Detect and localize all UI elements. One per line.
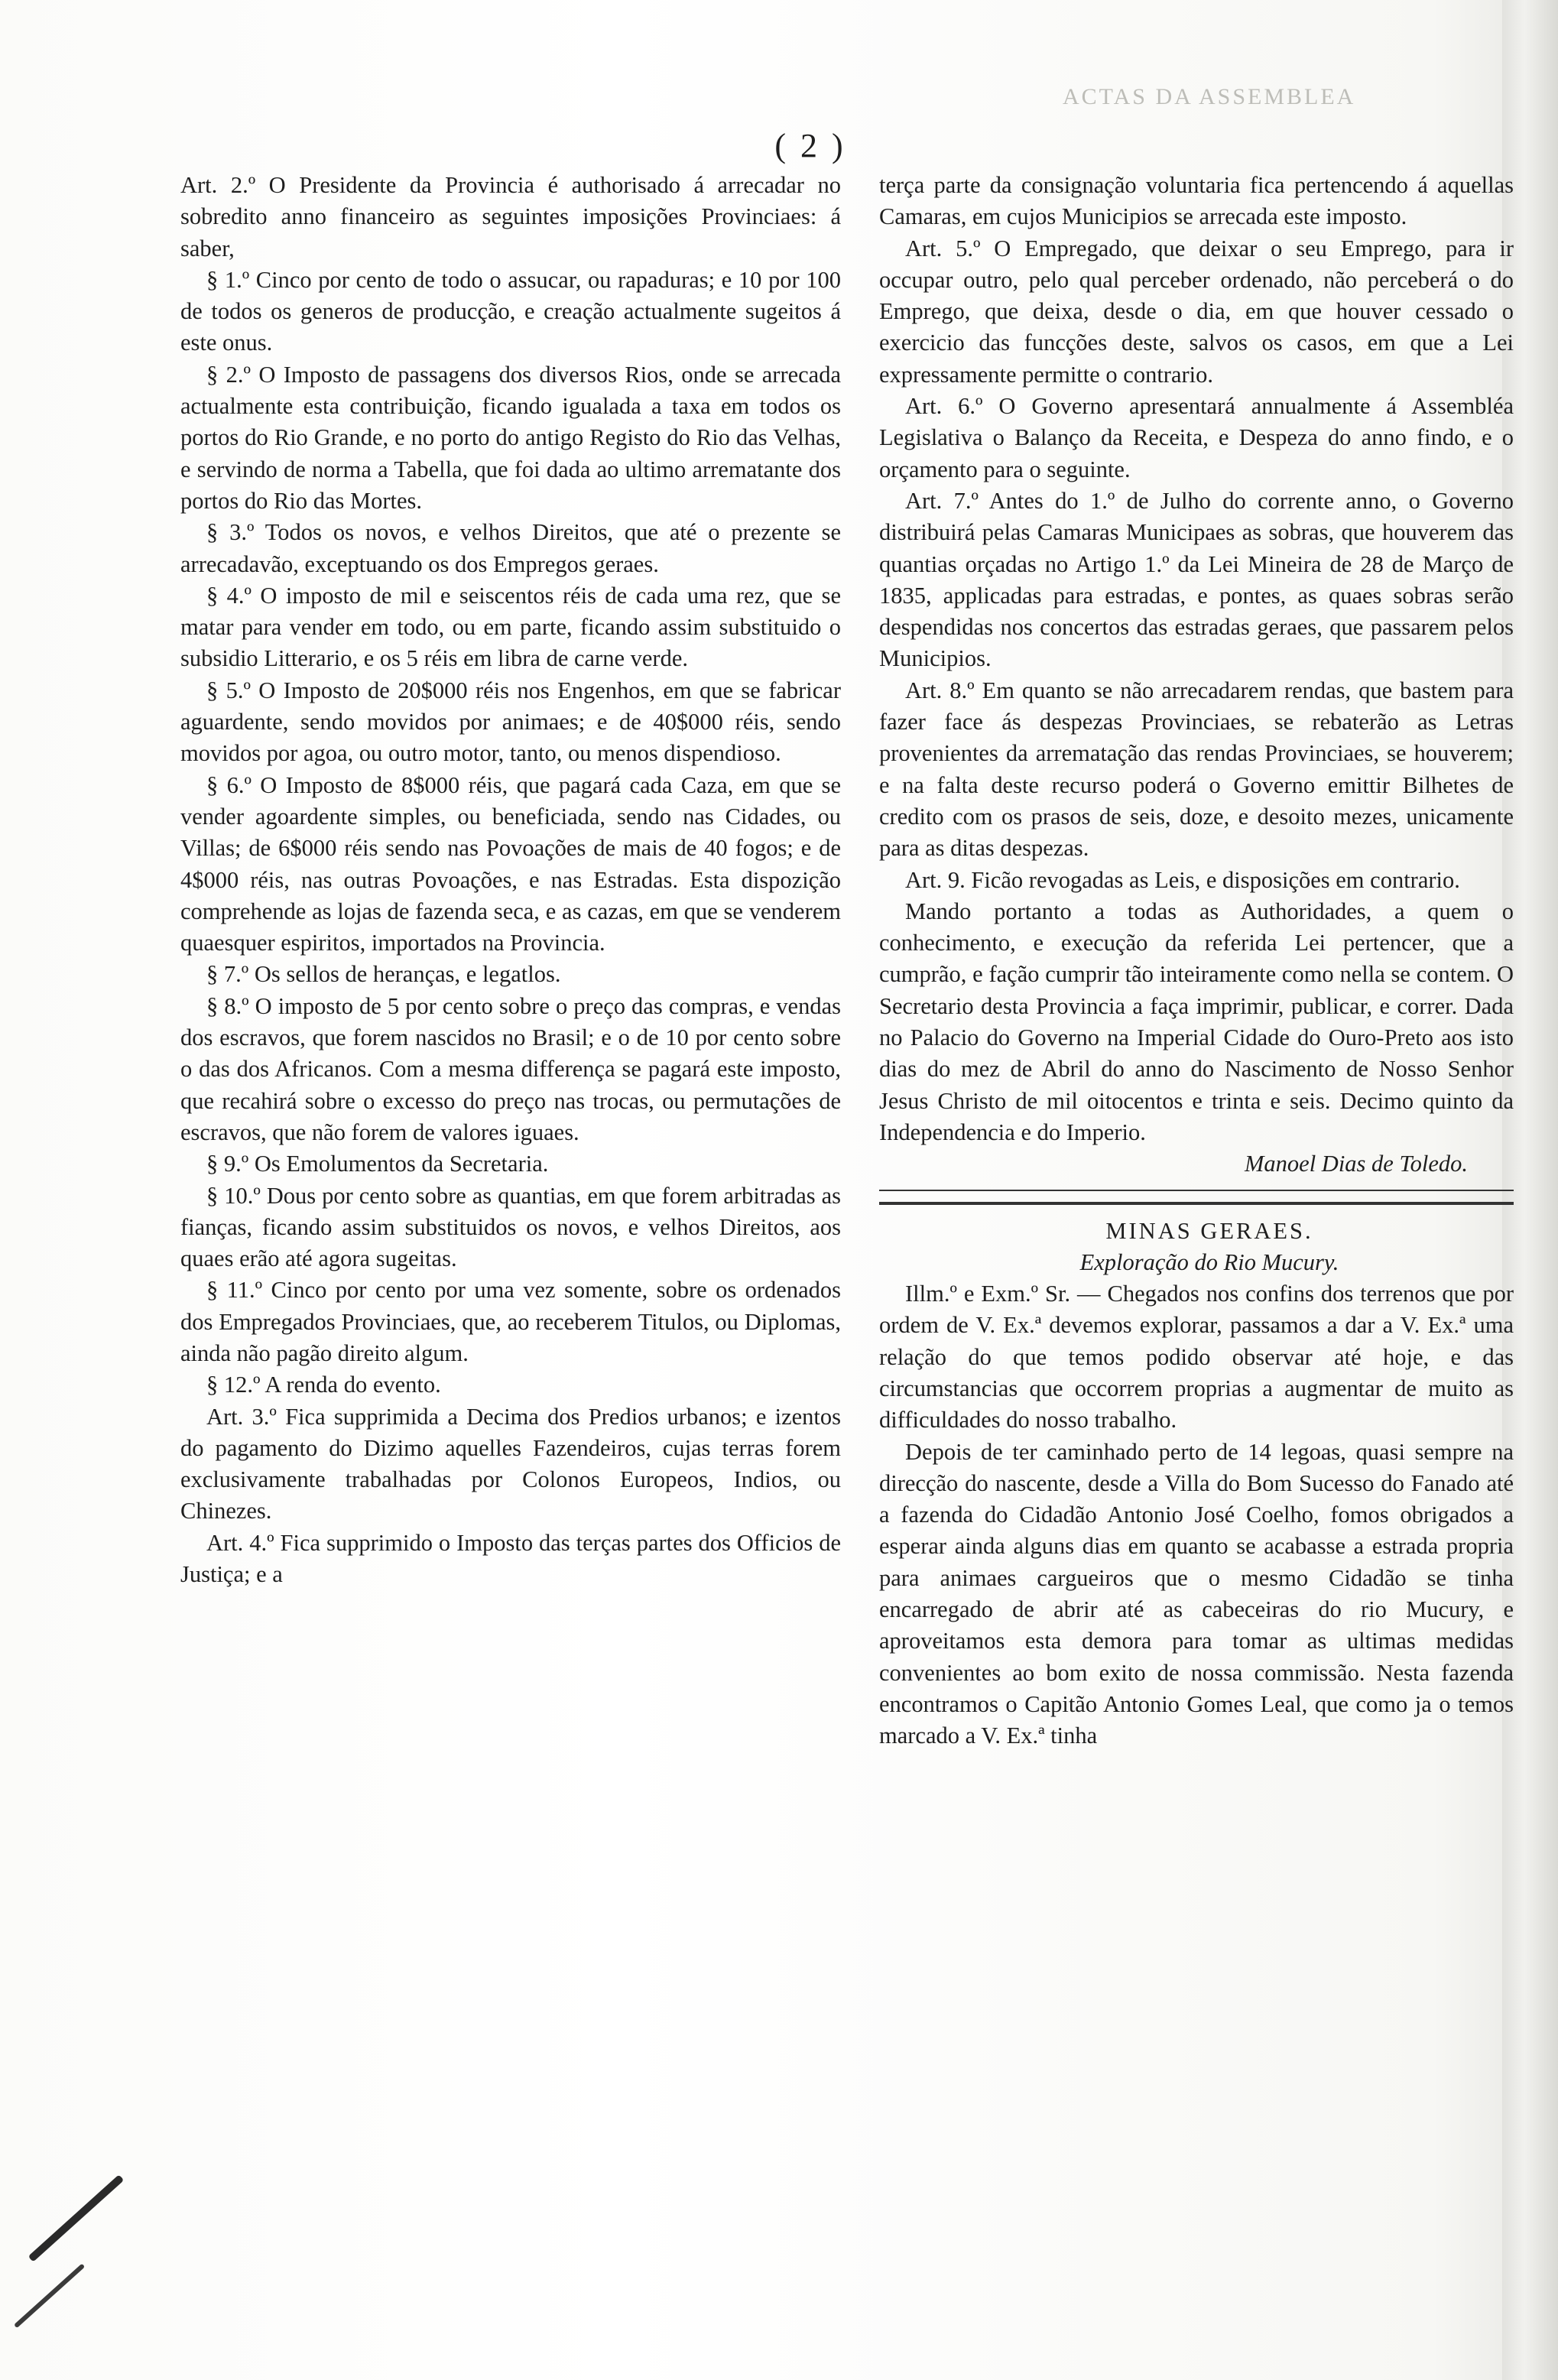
section-subtitle: Exploração do Rio Mucury. [1079, 1248, 1339, 1275]
paragraph: § 8.º O imposto de 5 por cento sobre o preço das compras, e vendas dos escravos, que forem nascidos no Brasil; e o de 10 por cento sobre o das dos Africanos. Com a mesma differença se pagará este imposto, que recahirá sobre o excesso do preço nas trocas, ou permutações de escravos, que não forem de valores iguaes. [180, 992, 841, 1145]
paragraph: Art. 6.º O Governo apresentará annualmente á Assembléa Legislativa o Balanço da Receita, e Despeza do anno findo, e o orçamento para o seguinte. [879, 393, 1514, 482]
paragraph: § 1.º Cinco por cento de todo o assucar, ou rapaduras; e 10 por 100 de todos os generos de producção, e creação actualmente sugeitos á este onus. [180, 266, 841, 356]
paragraph: § 10.º Dous por cento sobre as quantias, em que forem arbitradas as fianças, ficando assim substituidos os novos, e velhos Direitos, aos quaes erão até agora sugeitas. [180, 1182, 841, 1272]
paragraph: Art. 7.º Antes do 1.º de Julho do corrente anno, o Governo distribuirá pelas Camaras Municipaes as sobras, que houverem das quantias orçadas no Artigo 1.º da Lei Mineira de 28 de Março de 1835, applicadas para estradas, e pontes, as quaes sobras serão despendidas nos concertos das estradas geraes, que passarem pelos Municipios. [879, 487, 1514, 672]
paragraph: Art. 9. Ficão revogadas as Leis, e disposições em contrario. [905, 866, 1460, 893]
paragraph: Art. 5.º O Empregado, que deixar o seu Emprego, para ir occupar outro, pelo qual perceber ordenado, não perceberá o do Emprego, que deixa, desde o dia, em que houver cessado o exercicio das funcções deste, salvos os casos, em que a Lei expressamente permitte o contrario. [879, 235, 1514, 388]
paragraph: § 9.º Os Emolumentos da Secretaria. [206, 1151, 549, 1177]
paragraph: § 12.º A renda do evento. [206, 1372, 441, 1398]
bleed-through-text: ACTAS DA ASSEMBLEA [1063, 84, 1356, 109]
paragraph: § 5.º O Imposto de 20$000 réis nos Engenhos, em que se fabricar aguardente, sendo movidos por animaes; e de 40$000 réis, sendo movidos por agoa, ou outro motor, tanto, ou menos dispendioso. [180, 677, 841, 767]
right-column [879, 170, 1514, 1752]
left-column [180, 170, 841, 1590]
section-title: MINAS GERAES. [1105, 1217, 1313, 1244]
paragraph: Art. 4.º Fica supprimido o Imposto das terças partes dos Officios de Justiça; e a [180, 1529, 841, 1588]
section-divider [879, 1190, 1514, 1205]
paragraph: Illm.º e Exm.º Sr. — Chegados nos confins dos terrenos que por ordem de V. Ex.ª devemos explorar, passamos a dar a V. Ex.ª uma relação do que temos podido observar até hoje, e das circumstancias que occorrem proprias a augmentar de muito as difficuldades do nosso trabalho. [879, 1281, 1514, 1434]
signature: Manoel Dias de Toledo. [1245, 1151, 1468, 1177]
paragraph: Art. 2.º O Presidente da Provincia é authorisado á arrecadar no sobredito anno financeiro as seguintes imposições Provinciaes: á saber, [180, 172, 841, 261]
paragraph: § 2.º O Imposto de passagens dos diversos Rios, onde se arrecada actualmente esta contribuição, ficando igualada a taxa em todos os portos do Rio Grande, e no porto do antigo Registo do Rio das Velhas, e servindo de norma a Tabella, que foi dada ao ultimo arrematante dos portos do Rio das Mortes. [180, 361, 841, 514]
paragraph: Depois de ter caminhado perto de 14 legoas, quasi sempre na direcção do nascente, desde a Villa do Bom Sucesso do Fanado até a fazenda do Cidadão Antonio José Coelho, fomos obrigados a esperar ainda alguns dias em quanto se acabasse a estrada propria para animaes cargueiros que o mesmo Cidadão se tinha encarregado de abrir até as cabeceiras do rio Mucury, e aproveitamos esta demora para tomar as ultimas medidas convenientes ao bom exito de nossa commissão. Nesta fazenda encontramos o Capitão Antonio Gomes Leal, que como ja o temos marcado a V. Ex.ª tinha [879, 1438, 1514, 1749]
paragraph: § 4.º O imposto de mil e seiscentos réis de cada uma rez, que se matar para vender em todo, ou em parte, ficando assim substituido o subsidio Litterario, e os 5 réis em libra de carne verde. [180, 582, 841, 672]
paragraph: Mando portanto a todas as Authoridades, a quem o conhecimento, e execução da referida Lei pertencer, que a cumprão, e fação cumprir tão inteiramente como nella se contem. O Secretario desta Provincia a faça imprimir, publicar, e correr. Dada no Palacio do Governo na Imperial Cidade do Ouro-Preto aos isto dias do mez de Abril do anno do Nascimento de Nosso Senhor Jesus Christo de mil oitocentos e trinta e seis. Decimo quinto da Independencia e do Imperio. [879, 898, 1514, 1145]
paragraph: § 3.º Todos os novos, e velhos Direitos, que até o prezente se arrecadavão, exceptuando os dos Empregos geraes. [180, 519, 841, 577]
paragraph: § 6.º O Imposto de 8$000 réis, que pagará cada Caza, em que se vender agoardente simples, ou beneficiada, sendo nas Cidades, ou Villas; de 6$000 réis sendo nas Povoações de mais de 40 fogos; e de 4$000 réis, nas outras Povoações, e nas Estradas. Esta dispozição comprehende as lojas de fazenda seca, e as cazas, em que se venderem quaesquer espiritos, importados na Provincia. [180, 771, 841, 956]
paragraph: Art. 8.º Em quanto se não arrecadarem rendas, que bastem para fazer face ás despezas Provinciaes, se rebaterão as Letras provenientes da arrematação das rendas Provinciaes, se houverem; e na falta deste recurso poderá o Governo emittir Bilhetes de credito com os prasos de seis, doze, e desoito mezes, unicamente para as ditas despezas. [879, 677, 1514, 862]
paragraph: terça parte da consignação voluntaria fica pertencendo á aquellas Camaras, em cujos Municipios se arrecada este imposto. [879, 172, 1514, 230]
paragraph: § 7.º Os sellos de heranças, e legatlos. [206, 961, 561, 988]
paragraph: Art. 3.º Fica supprimida a Decima dos Predios urbanos; e izentos do pagamento do Dizimo aquelles Fazendeiros, cujas terras forem exclusivamente trabalhadas por Colonos Europeos, Indios, ou Chinezes. [180, 1403, 841, 1524]
paragraph: § 11.º Cinco por cento por uma vez somente, sobre os ordenados dos Empregados Provinciaes, que, ao receberem Titulos, ou Diplomas, ainda não pagão direito algum. [180, 1277, 841, 1366]
page-number: ( 2 ) [774, 127, 846, 164]
